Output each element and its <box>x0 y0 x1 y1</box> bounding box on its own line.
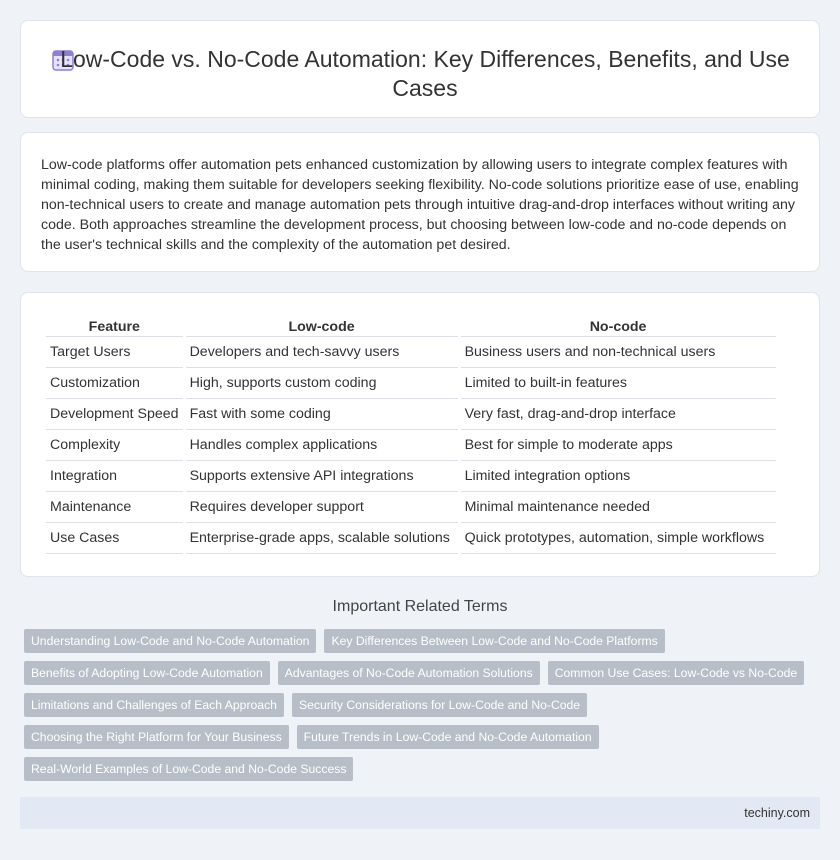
table-row <box>46 430 776 461</box>
related-term-tag[interactable]: Future Trends in Low-Code and No-Code Automation <box>297 725 599 749</box>
footer <box>20 797 820 829</box>
table-cell: Target Users <box>46 337 183 368</box>
table-cell: Requires developer support <box>186 492 458 523</box>
title-card <box>20 20 820 118</box>
table-cell: Complexity <box>46 430 183 461</box>
column-header-low-code: Low-code <box>186 315 458 337</box>
table-row <box>46 523 776 554</box>
intro-card <box>20 132 820 272</box>
table-cell: Limited to built-in features <box>461 368 776 399</box>
table-cell: Quick prototypes, automation, simple workflows <box>461 523 776 554</box>
column-header-feature: Feature <box>46 315 183 337</box>
footer-site-link[interactable]: techiny.com <box>744 806 810 820</box>
table-row <box>46 399 776 430</box>
table-cell: Business users and non-technical users <box>461 337 776 368</box>
related-term-tag[interactable]: Understanding Low-Code and No-Code Automation <box>24 629 316 653</box>
page-title: Low-Code vs. No-Code Automation: Key Differences, Benefits, and Use Cases <box>60 46 790 101</box>
comparison-table <box>43 315 779 554</box>
comparison-card <box>20 292 820 577</box>
related-term-tag[interactable]: Choosing the Right Platform for Your Business <box>24 725 289 749</box>
table-cell: Use Cases <box>46 523 183 554</box>
table-row <box>46 461 776 492</box>
related-term-tag[interactable]: Advantages of No-Code Automation Solutions <box>278 661 540 685</box>
table-cell: Developers and tech-savvy users <box>186 337 458 368</box>
table-cell: Fast with some coding <box>186 399 458 430</box>
table-cell: Minimal maintenance needed <box>461 492 776 523</box>
related-terms-list <box>24 629 824 789</box>
related-term-tag[interactable]: Security Considerations for Low-Code and No-Code <box>292 693 587 717</box>
related-term-tag[interactable]: Real-World Examples of Low-Code and No-Code Success <box>24 757 353 781</box>
table-cell: Enterprise-grade apps, scalable solutions <box>186 523 458 554</box>
related-terms-heading: Important Related Terms <box>332 598 508 615</box>
table-cell: Limited integration options <box>461 461 776 492</box>
table-cell: Handles complex applications <box>186 430 458 461</box>
related-term-tag[interactable]: Benefits of Adopting Low-Code Automation <box>24 661 270 685</box>
table-cell: Integration <box>46 461 183 492</box>
table-row <box>46 337 776 368</box>
table-cell: Very fast, drag-and-drop interface <box>461 399 776 430</box>
column-header-no-code: No-code <box>461 315 776 337</box>
related-term-tag[interactable]: Common Use Cases: Low-Code vs No-Code <box>548 661 805 685</box>
table-row <box>46 368 776 399</box>
table-cell: Best for simple to moderate apps <box>461 430 776 461</box>
table-cell: Maintenance <box>46 492 183 523</box>
table-row <box>46 492 776 523</box>
table-cell: Supports extensive API integrations <box>186 461 458 492</box>
related-term-tag[interactable]: Key Differences Between Low-Code and No-Code Platforms <box>324 629 664 653</box>
table-cell: High, supports custom coding <box>186 368 458 399</box>
related-term-tag[interactable]: Limitations and Challenges of Each Approach <box>24 693 284 717</box>
intro-paragraph: Low-code platforms offer automation pets enhanced customization by allowing users to integrate complex features with minimal coding, making them suitable for developers seeking flexibility. No-code solutions prioritize ease of use, enabling non-technical users to create and manage automation pets through intuitive drag-and-drop interfaces without writing any code. Both approaches streamline the development process, but choosing between low-code and no-code depends on the user's technical skills and the complexity of the automation pet desired. <box>41 157 799 253</box>
table-cell: Customization <box>46 368 183 399</box>
table-header-row <box>46 315 776 337</box>
table-cell: Development Speed <box>46 399 183 430</box>
